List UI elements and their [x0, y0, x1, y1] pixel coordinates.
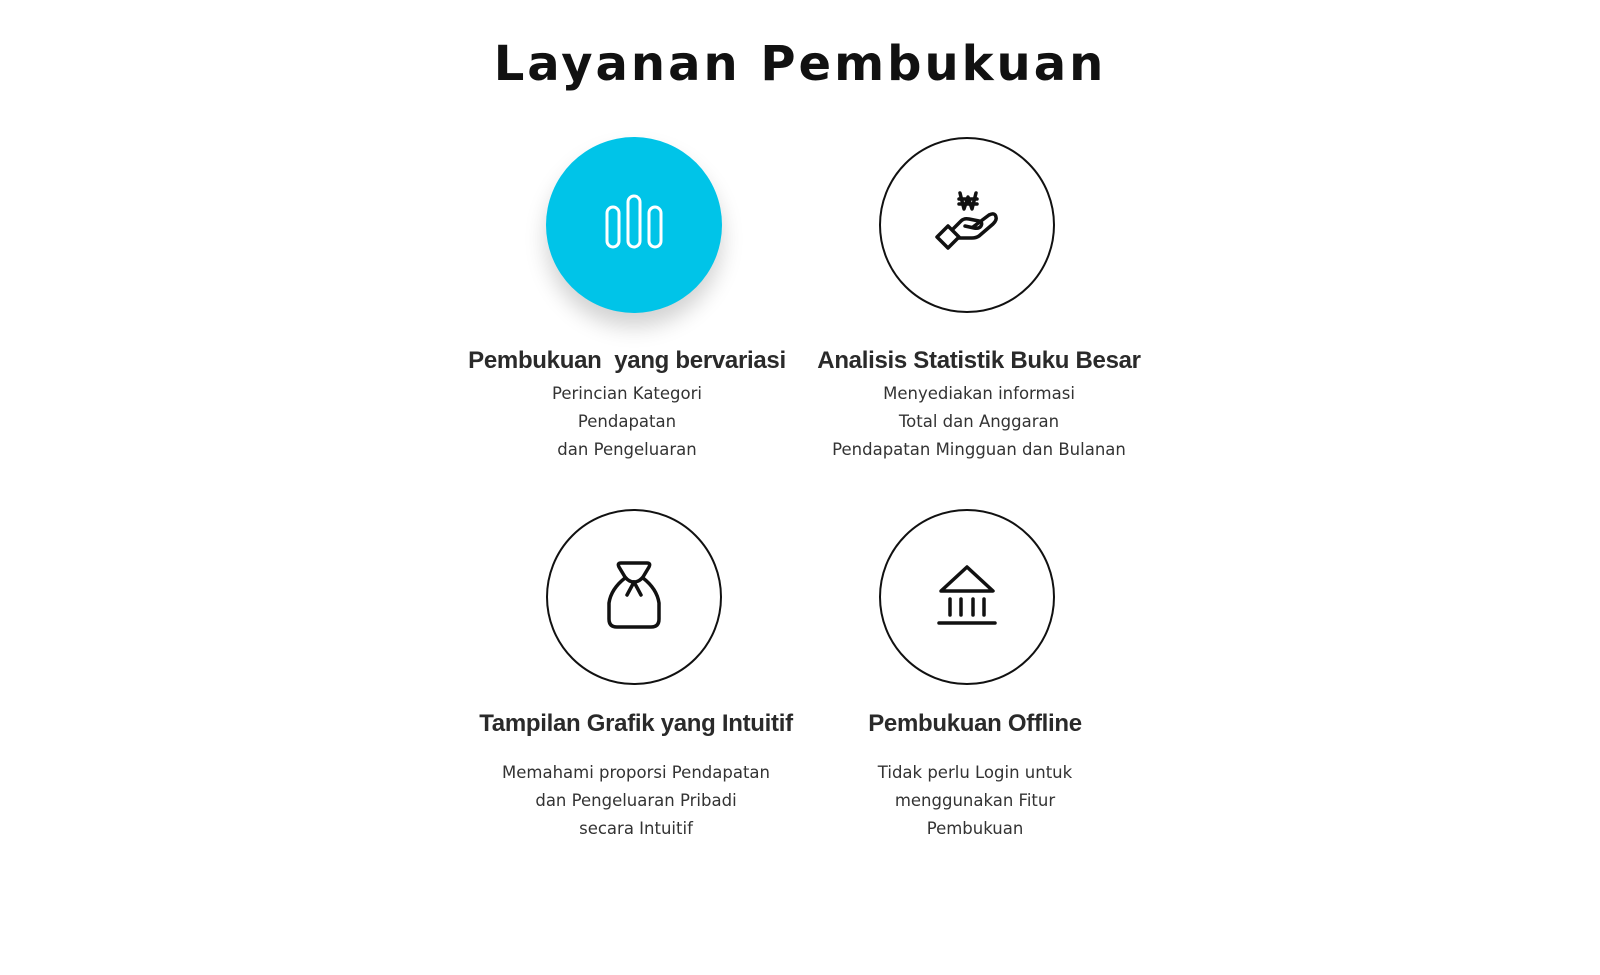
feature-icon-circle[interactable] [879, 509, 1055, 685]
feature-description-line: Tidak perlu Login untuk [877, 763, 1073, 782]
hand-won-icon [929, 185, 1005, 265]
feature-description-line: secara Intuitif [579, 819, 693, 838]
page-title: Layanan Pembukuan [493, 36, 1107, 92]
feature-icon-circle[interactable] [546, 137, 722, 313]
feature-card-offline-bookkeeping[interactable] [798, 509, 1158, 843]
feature-description-line: Pendapatan Mingguan dan Bulanan [832, 440, 1126, 459]
bank-icon [935, 563, 999, 631]
feature-description-line: dan Pengeluaran Pribadi [535, 791, 737, 810]
feature-card-varied-bookkeeping[interactable] [457, 137, 817, 464]
feature-description-line: Memahami proporsi Pendapatan [502, 763, 770, 782]
feature-description [457, 759, 815, 843]
feature-title: Pembukuan Offline [868, 710, 1082, 737]
feature-description-line: Total dan Anggaran [898, 412, 1060, 431]
feature-description-line: Perincian Kategori [551, 384, 702, 403]
money-bag-icon [599, 557, 669, 637]
feature-description-line: Pendapatan [577, 412, 677, 431]
feature-description [449, 380, 805, 464]
feature-card-intuitive-charts[interactable] [457, 509, 817, 843]
bar-chart-icon [604, 193, 664, 257]
feature-description-line: Menyediakan informasi [883, 384, 1075, 403]
feature-title: Pembukuan yang bervariasi [468, 347, 786, 374]
feature-icon-circle[interactable] [546, 509, 722, 685]
feature-title: Tampilan Grafik yang Intuitif [479, 710, 793, 737]
feature-description [798, 759, 1152, 843]
feature-description-line: menggunakan Fitur [894, 791, 1056, 810]
feature-description [798, 380, 1160, 464]
feature-icon-circle[interactable] [879, 137, 1055, 313]
feature-description-line: dan Pengeluaran [557, 440, 697, 459]
feature-description-line: Pembukuan [926, 819, 1024, 838]
feature-title: Analisis Statistik Buku Besar [817, 347, 1141, 374]
feature-card-ledger-statistics[interactable] [798, 137, 1158, 464]
